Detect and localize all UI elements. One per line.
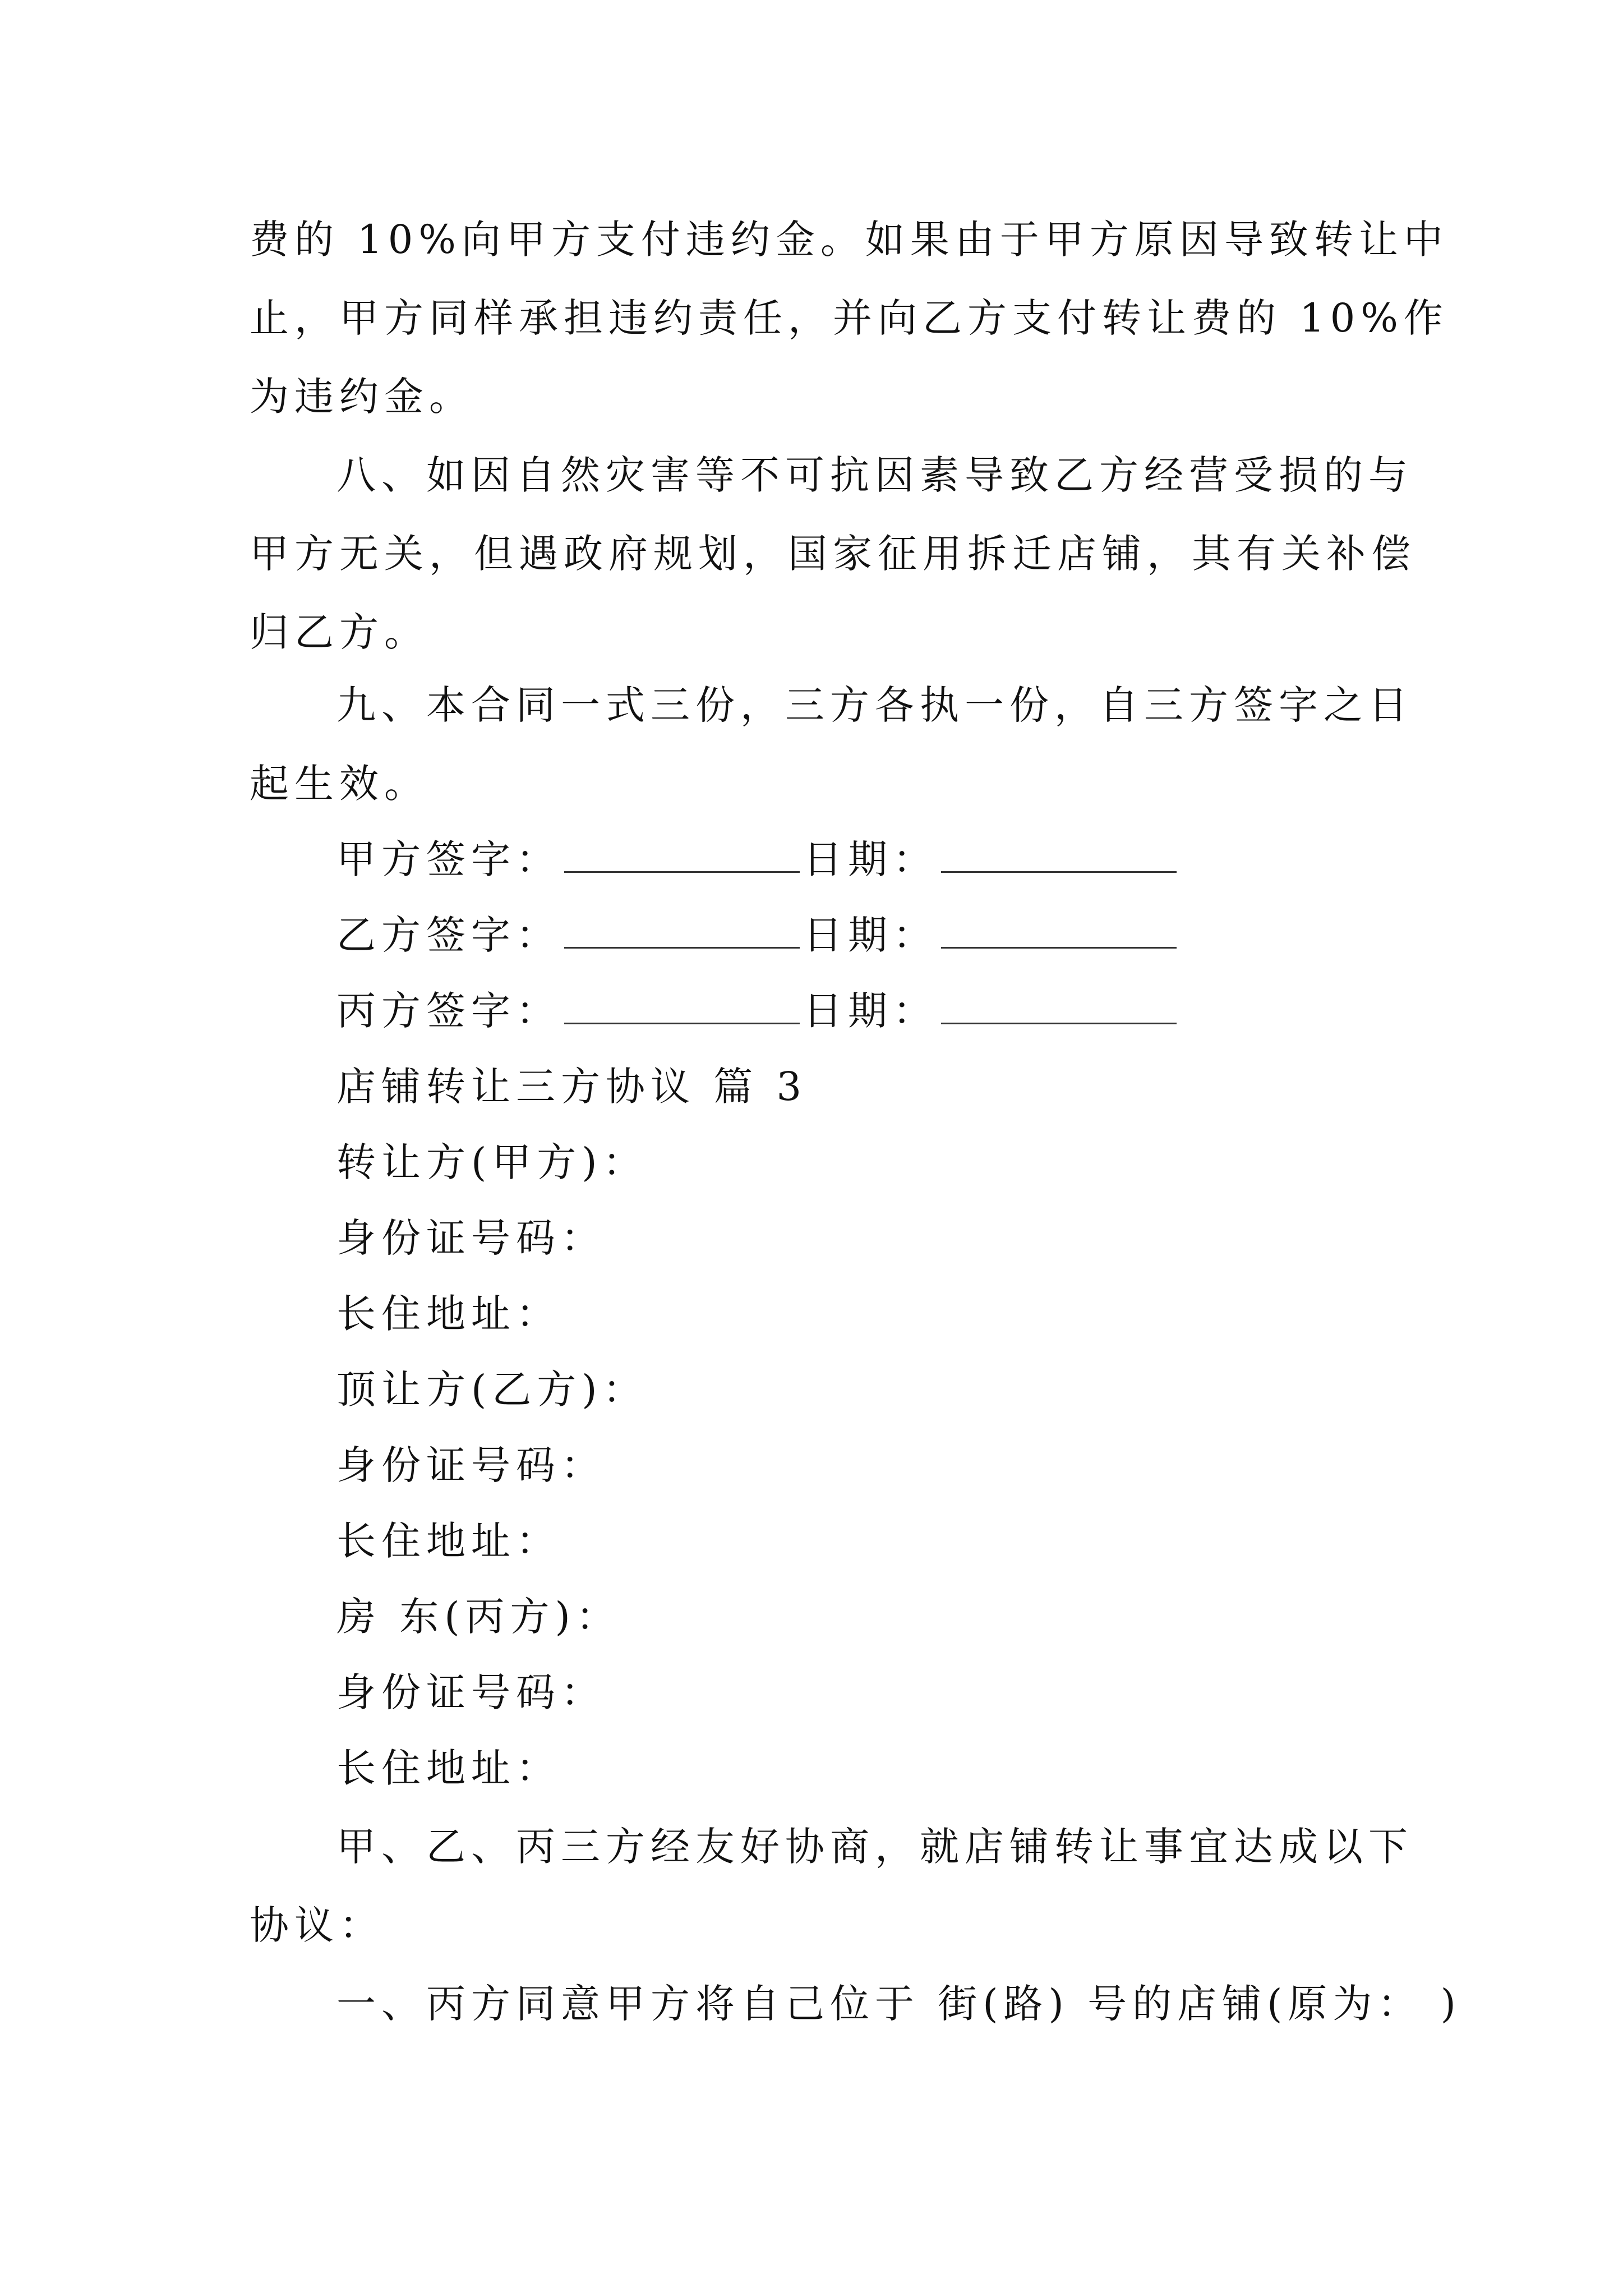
signature-label: 乙方签字： [336,912,561,958]
party-line: 身份证号码： [336,1215,606,1261]
signature-blank [564,869,800,873]
paragraph-line: 甲、乙、丙三方经友好协商，就店铺转让事宜达成以下 [336,1824,1413,1870]
party-line: 长住地址： [336,1291,561,1337]
signature-line-c [336,988,1180,1034]
signature-line-a [336,836,1180,882]
party-line: 长住地址： [336,1518,561,1564]
signature-blank [564,945,800,949]
signature-label: 甲方签字： [336,836,561,882]
date-label: 日期： [803,912,938,958]
paragraph-line: 协议： [250,1902,384,1948]
paragraph-line: 甲方无关，但遇政府规划，国家征用拆迁店铺，其有关补偿 [250,531,1416,577]
paragraph-line: 归乙方。 [250,609,429,655]
paragraph-line: 止，甲方同样承担违约责任，并向乙方支付转让费的 10%作 [250,295,1449,341]
paragraph-line: 九、本合同一式三份，三方各执一份，自三方签字之日 [336,682,1413,728]
party-line: 长住地址： [336,1745,561,1791]
party-line: 身份证号码： [336,1669,606,1715]
section-title: 店铺转让三方协议 篇 3 [336,1064,808,1110]
date-label: 日期： [803,836,938,882]
party-line: 顶让方(乙方)： [336,1366,648,1412]
date-blank [941,945,1177,949]
clause-line: 一、丙方同意甲方将自己位于 街(路) 号的店铺(原为： ) [336,1981,1461,2027]
party-line: 身份证号码： [336,1442,606,1488]
paragraph-line: 起生效。 [250,761,429,807]
party-line: 转让方(甲方)： [336,1139,648,1185]
paragraph-line: 费的 10%向甲方支付违约金。如果由于甲方原因导致转让中 [250,217,1449,263]
signature-label: 丙方签字： [336,988,561,1034]
paragraph-line: 八、如因自然灾害等不可抗因素导致乙方经营受损的与 [336,452,1413,498]
signature-line-b [336,912,1180,958]
party-line: 房 东(丙方)： [336,1594,621,1640]
paragraph-line: 为违约金。 [250,374,474,420]
date-label: 日期： [803,988,938,1034]
date-blank [941,1020,1177,1024]
signature-blank [564,1020,800,1024]
date-blank [941,869,1177,873]
